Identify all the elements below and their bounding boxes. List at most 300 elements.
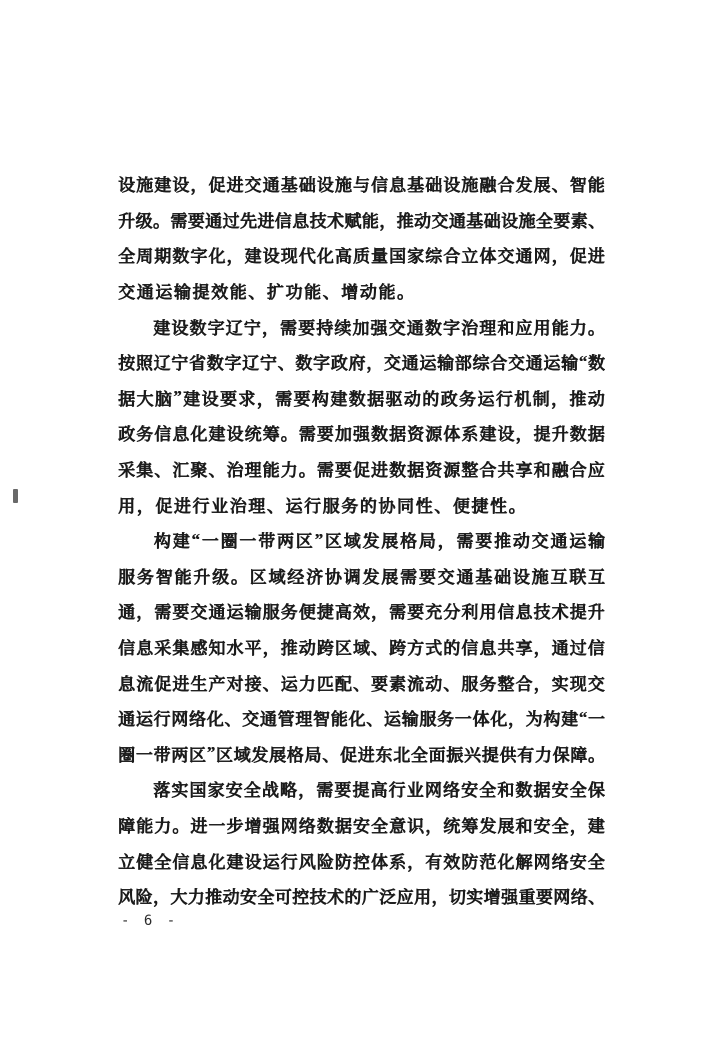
glyph: 保: [552, 745, 570, 765]
glyph: 推: [396, 211, 414, 231]
glyph: 互: [587, 567, 605, 587]
glyph: 通: [515, 247, 533, 267]
glyph: 行: [280, 852, 298, 872]
glyph: 输: [401, 710, 419, 730]
glyph: 发: [479, 816, 497, 836]
glyph: 动: [222, 888, 240, 908]
glyph: 施: [518, 211, 536, 231]
glyph: 便: [452, 496, 470, 516]
glyph: 区: [324, 532, 342, 552]
glyph: 设: [500, 211, 518, 231]
glyph: 建: [154, 176, 172, 196]
glyph: 服: [461, 674, 479, 694]
glyph: 进: [257, 211, 275, 231]
glyph: 区: [188, 745, 206, 765]
glyph: 信: [172, 852, 190, 872]
glyph: 需: [170, 211, 188, 231]
glyph: 加: [352, 318, 370, 338]
glyph: 交: [507, 354, 525, 374]
glyph: ，: [551, 247, 569, 267]
glyph: 险: [135, 888, 153, 908]
glyph: 息: [190, 852, 208, 872]
glyph: 设: [226, 425, 244, 445]
glyph: 能: [330, 710, 348, 730]
glyph: 一: [135, 745, 153, 765]
glyph: 。: [508, 496, 526, 516]
text-line: [118, 807, 605, 843]
glyph: 术: [326, 888, 344, 908]
glyph: 效: [352, 603, 370, 623]
glyph: 应: [396, 888, 414, 908]
glyph: 建: [244, 247, 262, 267]
glyph: 全: [118, 247, 135, 267]
glyph: 全: [479, 781, 497, 801]
glyph: 的: [344, 888, 362, 908]
glyph: 统: [244, 425, 262, 445]
glyph: 有: [425, 852, 443, 872]
glyph: 务: [280, 603, 298, 623]
glyph: 体: [370, 852, 388, 872]
glyph: 通: [118, 710, 135, 730]
glyph: 合: [479, 461, 497, 481]
glyph: 数: [172, 247, 190, 267]
glyph: 建: [330, 389, 348, 409]
glyph: 级: [135, 211, 153, 231]
glyph: 数: [569, 425, 587, 445]
glyph: 。: [230, 567, 248, 587]
glyph: 区: [295, 532, 313, 552]
glyph: 力: [298, 674, 316, 694]
glyph: 聚: [190, 461, 208, 481]
glyph: 合: [515, 674, 533, 694]
glyph: 信: [587, 639, 605, 659]
glyph: 业: [406, 781, 424, 801]
glyph: 全: [535, 211, 553, 231]
glyph: 、: [370, 639, 388, 659]
glyph: 络: [298, 816, 316, 836]
glyph: 共: [497, 639, 515, 659]
glyph: ，: [515, 425, 533, 445]
glyph: 。: [172, 816, 190, 836]
glyph: 数: [587, 354, 605, 374]
glyph: 落: [153, 781, 171, 801]
glyph: 化: [348, 710, 366, 730]
glyph: 施: [136, 176, 154, 196]
glyph: 促: [154, 674, 172, 694]
glyph: 字: [442, 318, 460, 338]
text-line: [118, 380, 605, 416]
glyph: 行: [303, 496, 321, 516]
glyph: 捷: [471, 496, 489, 516]
glyph: 行: [192, 496, 210, 516]
glyph: 广: [361, 888, 379, 908]
glyph: 源: [443, 461, 461, 481]
glyph: 服: [419, 710, 437, 730]
text-line: [118, 451, 605, 487]
text-line: [118, 415, 605, 451]
glyph: 进: [173, 496, 191, 516]
glyph: 能: [262, 461, 280, 481]
glyph: 北: [393, 745, 410, 765]
glyph: 通: [205, 211, 223, 231]
glyph: 全: [370, 816, 388, 836]
glyph: 构: [543, 710, 561, 730]
glyph: 代: [298, 247, 316, 267]
glyph: 家: [407, 247, 424, 267]
glyph: 性: [415, 496, 433, 516]
glyph: 提: [352, 781, 370, 801]
glyph: 交: [383, 354, 401, 374]
glyph: 促: [208, 176, 226, 196]
glyph: 施: [334, 176, 352, 196]
glyph: 输: [173, 283, 191, 303]
glyph: 互: [550, 567, 568, 587]
glyph: 宁: [259, 354, 277, 374]
glyph: 和: [533, 461, 551, 481]
glyph: 业: [210, 496, 228, 516]
glyph: 升: [587, 603, 605, 623]
glyph: 与: [352, 176, 370, 196]
text-line: [118, 736, 605, 772]
glyph: 兴: [463, 745, 481, 765]
glyph: ”: [173, 387, 182, 407]
glyph: 筹: [461, 816, 479, 836]
glyph: 、: [551, 176, 569, 196]
glyph: 源: [425, 425, 443, 445]
glyph: ，: [533, 674, 551, 694]
glyph: 流: [407, 674, 424, 694]
glyph: 全: [410, 745, 428, 765]
glyph: 切: [448, 888, 466, 908]
glyph: “: [578, 351, 588, 371]
text-line: [118, 593, 605, 629]
glyph: 展: [497, 816, 515, 836]
glyph: 求: [238, 389, 256, 409]
glyph: 高: [334, 247, 352, 267]
glyph: 建: [208, 425, 226, 445]
glyph: 要: [407, 603, 424, 623]
glyph: 安: [551, 781, 569, 801]
glyph: 力: [534, 745, 552, 765]
glyph: 域: [352, 639, 370, 659]
glyph: 充: [425, 603, 443, 623]
glyph: 通: [401, 354, 419, 374]
text-line: [118, 308, 605, 344]
glyph: 数: [206, 354, 224, 374]
glyph: 据: [118, 389, 135, 409]
glyph: 现: [569, 674, 587, 694]
glyph: 供: [499, 745, 517, 765]
glyph: 础: [425, 176, 443, 196]
text-line: [118, 273, 605, 309]
glyph: 扩: [266, 283, 284, 303]
glyph: 智: [155, 567, 173, 587]
glyph: 周: [136, 247, 154, 267]
glyph: 动: [512, 532, 530, 552]
glyph: 基: [466, 211, 484, 231]
glyph: 跨: [316, 639, 334, 659]
glyph: 治: [229, 496, 247, 516]
glyph: 理: [248, 496, 266, 516]
glyph: 能: [378, 283, 396, 303]
glyph: 通: [259, 710, 277, 730]
text-line: [118, 237, 605, 273]
glyph: 素: [388, 674, 406, 694]
glyph: 府: [348, 354, 366, 374]
text-line: [118, 344, 605, 380]
glyph: 部: [454, 354, 472, 374]
glyph: 用: [479, 603, 497, 623]
glyph: 、: [443, 674, 461, 694]
glyph: 字: [312, 354, 330, 374]
glyph: 运: [285, 496, 303, 516]
glyph: 赋: [344, 211, 362, 231]
glyph: 建: [479, 425, 497, 445]
glyph: 汇: [172, 461, 190, 481]
glyph: 匹: [316, 674, 334, 694]
glyph: 化: [490, 710, 508, 730]
glyph: 数: [388, 461, 406, 481]
glyph: 体: [479, 247, 497, 267]
glyph: 设: [171, 318, 189, 338]
glyph: 、: [434, 496, 452, 516]
glyph: 加: [334, 425, 352, 445]
glyph: 驱: [385, 389, 403, 409]
glyph: 设: [201, 389, 219, 409]
glyph: 生: [190, 674, 208, 694]
glyph: 全: [257, 888, 275, 908]
glyph: 、: [322, 283, 340, 303]
glyph: 、: [352, 674, 370, 694]
glyph: 级: [211, 567, 229, 587]
glyph: 协: [378, 496, 396, 516]
glyph: 运: [419, 354, 437, 374]
glyph: 设: [262, 247, 280, 267]
glyph: 安: [239, 888, 257, 908]
glyph: 区: [249, 567, 267, 587]
glyph: 辽: [242, 354, 260, 374]
glyph: 息: [136, 639, 154, 659]
glyph: 格: [286, 745, 304, 765]
glyph: 政: [118, 425, 135, 445]
glyph: 进: [226, 176, 244, 196]
glyph: 机: [514, 389, 532, 409]
glyph: 息: [172, 425, 190, 445]
glyph: 高: [370, 781, 388, 801]
glyph: 动: [587, 389, 605, 409]
glyph: 过: [222, 211, 240, 231]
glyph: 控: [292, 888, 310, 908]
glyph: 国: [388, 247, 406, 267]
glyph: 息: [388, 176, 406, 196]
glyph: 、: [154, 461, 172, 481]
glyph: 实: [466, 888, 484, 908]
glyph: 一: [239, 532, 257, 552]
glyph: 立: [461, 247, 479, 267]
glyph: 务: [136, 567, 154, 587]
text-line: [118, 166, 605, 202]
glyph: 增: [483, 888, 501, 908]
glyph: 运: [569, 532, 587, 552]
glyph: 网: [533, 852, 551, 872]
glyph: 交: [190, 603, 208, 623]
glyph: 化: [208, 852, 226, 872]
scan-artifact-mark: [13, 489, 18, 503]
glyph: 力: [187, 888, 205, 908]
glyph: 网: [280, 816, 298, 836]
glyph: 通: [448, 211, 466, 231]
glyph: 需: [298, 425, 316, 445]
glyph: 一: [208, 816, 226, 836]
glyph: “: [578, 707, 588, 727]
glyph: 安: [533, 816, 551, 836]
glyph: 、: [277, 354, 295, 374]
glyph: 促: [339, 745, 357, 765]
glyph: 展: [381, 532, 399, 552]
glyph: 合: [569, 461, 587, 481]
glyph: 础: [493, 567, 511, 587]
glyph: 先: [239, 211, 257, 231]
glyph: 信: [118, 639, 135, 659]
glyph: 立: [118, 852, 135, 872]
glyph: 交: [242, 710, 260, 730]
glyph: 动: [298, 639, 316, 659]
glyph: 合: [490, 354, 508, 374]
glyph: 安: [225, 781, 243, 801]
glyph: 信: [461, 639, 479, 659]
glyph: 应: [587, 461, 605, 481]
glyph: 设: [443, 176, 461, 196]
glyph: 全: [569, 781, 587, 801]
glyph: ，: [366, 354, 384, 374]
glyph: 圈: [220, 532, 238, 552]
glyph: 务: [479, 674, 497, 694]
text-line: [118, 202, 605, 238]
glyph: 基: [475, 567, 493, 587]
glyph: 强: [262, 816, 280, 836]
glyph: 交: [431, 211, 449, 231]
glyph: 一: [587, 710, 605, 730]
glyph: 体: [443, 425, 461, 445]
text-line: [118, 771, 605, 807]
glyph: 数: [424, 318, 442, 338]
glyph: 数: [370, 425, 388, 445]
glyph: 安: [569, 852, 587, 872]
glyph: 运: [226, 603, 244, 623]
glyph: 。: [152, 211, 170, 231]
glyph: 运: [155, 283, 173, 303]
text-line: [118, 558, 605, 594]
glyph: 通: [406, 318, 424, 338]
glyph: 家: [207, 781, 225, 801]
glyph: 数: [515, 781, 533, 801]
glyph: 融: [551, 461, 569, 481]
glyph: ，: [431, 888, 449, 908]
glyph: 。: [280, 425, 298, 445]
glyph: ，: [190, 176, 208, 196]
paragraph-indent: [118, 326, 152, 327]
glyph: 系: [388, 852, 406, 872]
paragraph-indent: [118, 788, 152, 789]
glyph: 、: [587, 888, 605, 908]
glyph: 防: [461, 852, 479, 872]
glyph: 共: [497, 461, 515, 481]
glyph: 网: [533, 247, 551, 267]
glyph: 期: [154, 247, 172, 267]
glyph: 实: [171, 781, 189, 801]
glyph: 推: [205, 888, 223, 908]
glyph: 需: [154, 603, 172, 623]
glyph: 战: [261, 781, 279, 801]
glyph: 需: [388, 603, 406, 623]
glyph: 采: [118, 461, 135, 481]
glyph: 通: [550, 532, 568, 552]
glyph: 化: [206, 710, 224, 730]
glyph: 运: [135, 710, 153, 730]
glyph: 济: [305, 567, 323, 587]
glyph: 提: [569, 603, 587, 623]
glyph: 需: [399, 567, 417, 587]
glyph: 带: [258, 532, 276, 552]
glyph: 政: [330, 354, 348, 374]
glyph: 东: [375, 745, 393, 765]
glyph: 两: [171, 745, 189, 765]
glyph: 力: [280, 461, 298, 481]
glyph: 量: [370, 247, 388, 267]
glyph: 续: [334, 318, 352, 338]
glyph: 风: [118, 888, 135, 908]
glyph: 强: [370, 318, 388, 338]
glyph: 一: [201, 532, 219, 552]
glyph: 式: [425, 639, 443, 659]
glyph: 脑: [154, 389, 172, 409]
glyph: “: [191, 529, 200, 549]
glyph: 务: [341, 496, 359, 516]
glyph: 设: [316, 176, 334, 196]
glyph: 息: [515, 603, 533, 623]
glyph: ，: [297, 781, 315, 801]
glyph: 通: [456, 567, 474, 587]
glyph: 为: [525, 710, 543, 730]
glyph: 域: [233, 745, 251, 765]
glyph: 用: [118, 496, 135, 516]
glyph: 进: [172, 674, 190, 694]
glyph: 交: [244, 176, 262, 196]
glyph: 流: [136, 674, 154, 694]
glyph: 通: [262, 176, 280, 196]
glyph: 、: [208, 461, 226, 481]
text-line: [118, 629, 605, 665]
glyph: 全: [587, 852, 605, 872]
glyph: 性: [489, 496, 507, 516]
glyph: 要: [370, 674, 388, 694]
glyph: 输: [587, 532, 605, 552]
glyph: 风: [298, 852, 316, 872]
glyph: 网: [424, 781, 442, 801]
glyph: 化: [190, 425, 208, 445]
glyph: 务: [136, 425, 154, 445]
glyph: 运: [262, 852, 280, 872]
glyph: 综: [472, 354, 490, 374]
glyph: 要: [418, 567, 436, 587]
glyph: 能: [136, 816, 154, 836]
glyph: 术: [551, 603, 569, 623]
glyph: 智: [569, 176, 587, 196]
glyph: 升: [193, 567, 211, 587]
glyph: 振: [446, 745, 464, 765]
glyph: 智: [312, 710, 330, 730]
glyph: 集: [136, 461, 154, 481]
